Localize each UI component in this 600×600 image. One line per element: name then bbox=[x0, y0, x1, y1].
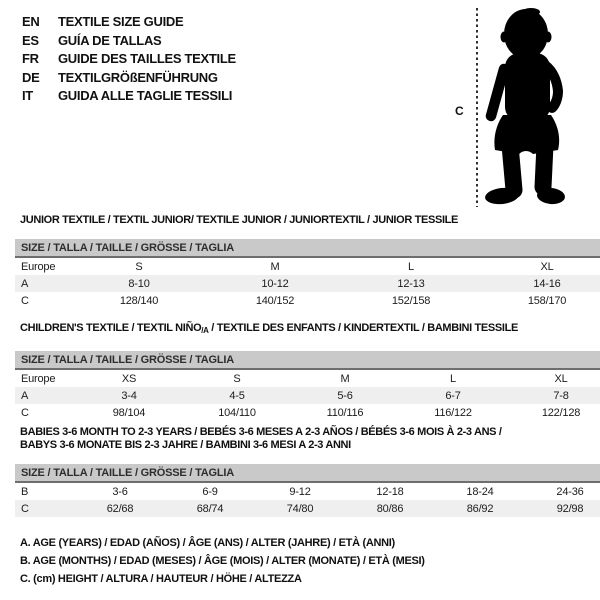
cell: 74/80 bbox=[255, 500, 345, 517]
cell: 92/98 bbox=[525, 500, 600, 517]
cell: 14-16 bbox=[479, 275, 600, 292]
cell: 62/68 bbox=[75, 500, 165, 517]
size-header-bar: SIZE / TALLA / TAILLE / GRÖSSE / TAGLIA bbox=[15, 464, 600, 482]
cell: 7-8 bbox=[507, 387, 600, 404]
cell: XL bbox=[540, 260, 554, 273]
cell: 5-6 bbox=[291, 387, 399, 404]
cell: 24-36 bbox=[556, 485, 584, 498]
cell: 80/86 bbox=[345, 500, 435, 517]
cell: 110/116 bbox=[326, 406, 364, 419]
language-title: GUIDA ALLE TAGLIE TESSILI bbox=[58, 88, 233, 103]
size-header-bar: SIZE / TALLA / TAILLE / GRÖSSE / TAGLIA bbox=[15, 239, 600, 257]
cell: 140/152 bbox=[255, 294, 295, 307]
cell: M bbox=[270, 260, 280, 273]
babies-title-line2: BABYS 3-6 MONATE BIS 2-3 JAHRE / BAMBINI 3-6 MESI A 2-3 ANNI bbox=[20, 439, 351, 451]
height-measure-dotted-line bbox=[476, 8, 478, 207]
table-row bbox=[15, 404, 600, 421]
cell: 86/92 bbox=[435, 500, 525, 517]
cell: 12-13 bbox=[343, 275, 479, 292]
language-title: TEXTILE SIZE GUIDE bbox=[58, 14, 184, 29]
table-row bbox=[15, 369, 600, 387]
cell: 104/110 bbox=[218, 406, 256, 419]
legend-footnotes bbox=[20, 534, 425, 588]
cell: 152/158 bbox=[391, 294, 431, 307]
cell: 3-6 bbox=[112, 485, 128, 498]
cell: 4-5 bbox=[183, 387, 291, 404]
table-row bbox=[15, 500, 600, 517]
title-part: / TEXTILE DES ENFANTS / KINDERTEXTIL / BAMBINI TESSILE bbox=[208, 322, 518, 334]
table-row bbox=[15, 387, 600, 404]
table-row bbox=[15, 482, 600, 500]
row-label: C bbox=[15, 500, 75, 517]
footnote-a: A. AGE (YEARS) / EDAD (AÑOS) / ÂGE (ANS) / ALTER (JAHRE) / ETÀ (ANNI) bbox=[20, 537, 395, 549]
cell: 98/104 bbox=[112, 406, 146, 419]
footnote-b: B. AGE (MONTHS) / EDAD (MESES) / ÂGE (MOIS) / ALTER (MONATE) / ETÀ (MESI) bbox=[20, 555, 425, 567]
language-title: TEXTILGRÖßENFÜHRUNG bbox=[58, 69, 218, 85]
row-label: C bbox=[21, 406, 29, 419]
title-subscript: /A bbox=[201, 326, 209, 335]
children-size-table bbox=[15, 351, 600, 421]
cell: 6-7 bbox=[399, 387, 507, 404]
cell: L bbox=[450, 372, 456, 385]
babies-table-title bbox=[20, 426, 502, 452]
cell: 122/128 bbox=[541, 406, 581, 419]
cell: XL bbox=[554, 372, 568, 385]
row-label: B bbox=[21, 485, 29, 498]
cell: M bbox=[340, 372, 350, 385]
language-title: GUIDE DES TAILLES TEXTILE bbox=[58, 51, 236, 66]
language-code: FR bbox=[22, 51, 39, 66]
language-row-en bbox=[22, 13, 236, 32]
table-row bbox=[15, 275, 600, 292]
junior-size-table bbox=[15, 239, 600, 309]
cell: S bbox=[135, 260, 143, 273]
row-label: Europe bbox=[21, 260, 56, 273]
language-code: EN bbox=[22, 14, 40, 29]
height-measure-label: C bbox=[455, 104, 464, 118]
language-code: ES bbox=[22, 32, 39, 48]
cell: 8-10 bbox=[71, 275, 207, 292]
cell: XS bbox=[121, 372, 137, 385]
babies-size-table bbox=[15, 464, 600, 517]
language-row-es bbox=[22, 32, 236, 51]
cell: 128/140 bbox=[119, 294, 159, 307]
language-code: IT bbox=[22, 88, 33, 103]
baby-silhouette bbox=[483, 7, 590, 207]
row-label: A bbox=[15, 275, 71, 292]
table-row bbox=[15, 292, 600, 309]
cell: 10-12 bbox=[207, 275, 343, 292]
row-label: C bbox=[21, 294, 29, 307]
cell: L bbox=[408, 260, 414, 273]
language-row-de bbox=[22, 69, 236, 88]
cell: S bbox=[233, 372, 241, 385]
language-row-it bbox=[22, 87, 236, 106]
cell: 6-9 bbox=[202, 485, 218, 498]
cell: 68/74 bbox=[165, 500, 255, 517]
table-row bbox=[15, 257, 600, 275]
size-header-bar: SIZE / TALLA / TAILLE / GRÖSSE / TAGLIA bbox=[15, 351, 600, 369]
cell: 3-4 bbox=[75, 387, 183, 404]
language-title-list bbox=[22, 13, 236, 106]
cell: 116/122 bbox=[434, 406, 472, 419]
footnote-c: C. (cm) HEIGHT / ALTURA / HAUTEUR / HÖHE / ALTEZZA bbox=[20, 573, 302, 585]
cell: 9-12 bbox=[289, 485, 311, 498]
title-part: CHILDREN'S TEXTILE / TEXTIL NIÑO bbox=[20, 322, 202, 334]
language-code: DE bbox=[22, 69, 40, 85]
row-label: Europe bbox=[21, 372, 56, 385]
babies-title-line1: BABIES 3-6 MONTH TO 2-3 YEARS / BEBÉS 3-6 MESES A 2-3 AÑOS / BÉBÉS 3-6 MOIS À 2-3 ANS / bbox=[20, 426, 502, 438]
cell: 12-18 bbox=[376, 485, 404, 498]
row-label: A bbox=[15, 387, 75, 404]
language-title: GUÍA DE TALLAS bbox=[58, 32, 162, 48]
language-row-fr bbox=[22, 50, 236, 69]
children-table-title bbox=[20, 322, 518, 337]
cell: 18-24 bbox=[466, 485, 494, 498]
cell: 158/170 bbox=[527, 294, 567, 307]
junior-table-title: JUNIOR TEXTILE / TEXTIL JUNIOR/ TEXTILE JUNIOR / JUNIORTEXTIL / JUNIOR TESSILE bbox=[20, 214, 459, 226]
